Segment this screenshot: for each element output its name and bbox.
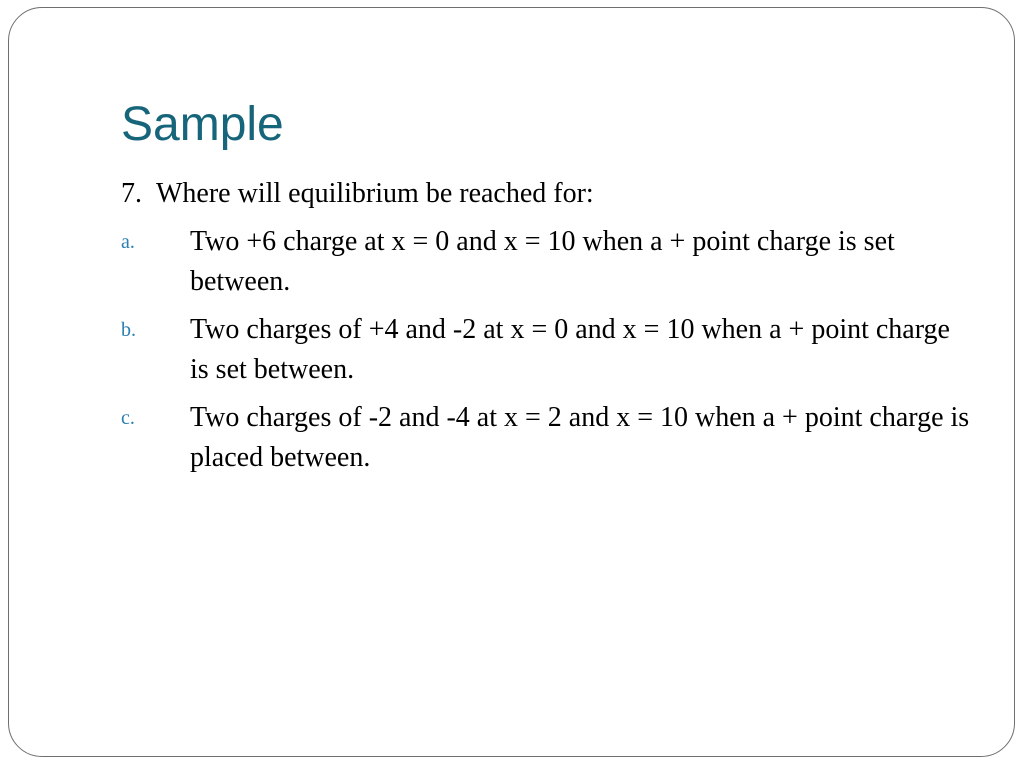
question-number: 7. bbox=[121, 178, 142, 209]
list-marker-b: b. bbox=[121, 319, 136, 341]
list-text-b: Two charges of +4 and -2 at x = 0 and x = 10 when a + point charge is set between. bbox=[190, 314, 950, 385]
slide-frame bbox=[8, 7, 1015, 757]
list-marker-c: c. bbox=[121, 407, 135, 429]
list-marker-a: a. bbox=[121, 231, 135, 253]
list-item-b bbox=[121, 310, 971, 390]
slide-title: Sample bbox=[121, 98, 284, 151]
question-text: Where will equilibrium be reached for: bbox=[156, 178, 594, 209]
list-item-a bbox=[121, 222, 971, 302]
list-text-c: Two charges of -2 and -4 at x = 2 and x = 10 when a + point charge is placed between. bbox=[190, 402, 970, 473]
slide-body bbox=[121, 174, 971, 486]
list-text-a: Two +6 charge at x = 0 and x = 10 when a + point charge is set between. bbox=[190, 226, 895, 297]
list-item-c bbox=[121, 398, 971, 478]
question-line bbox=[121, 174, 971, 214]
